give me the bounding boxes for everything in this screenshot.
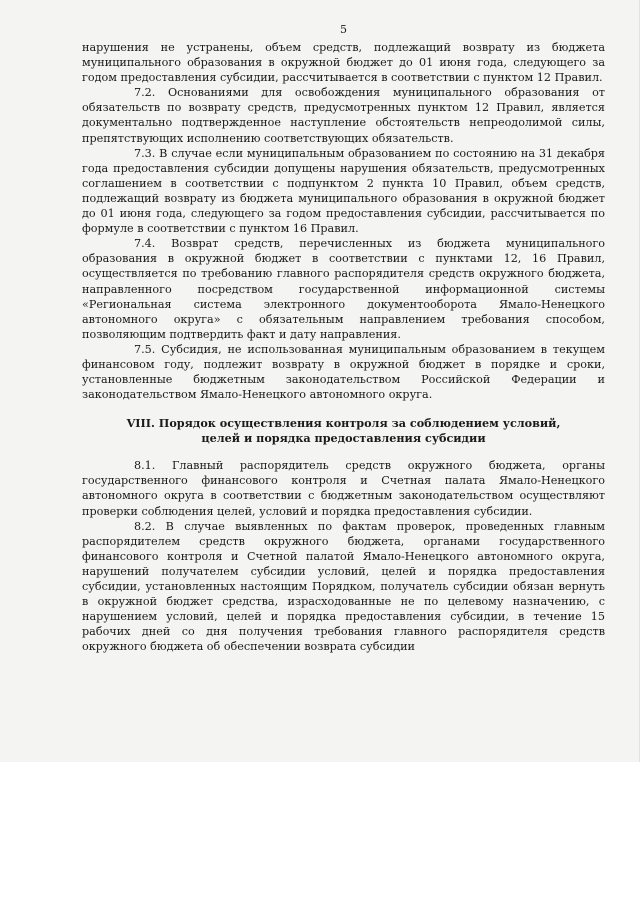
page-content [82, 0, 605, 654]
section-heading [82, 416, 605, 446]
paragraph-7-2: 7.2. Основаниями для освобождения муниципального образования от обязательств по возврату средств, предусмотренных пунктом 12 Правил, является документально подтвержденное наступление обстоятельств непреодолимой силы, препятствующих исполнению соответствующих обязательств. [82, 86, 605, 145]
paragraph-7-5: 7.5. Субсидия, не использованная муниципальным образованием в текущем финансовом году, подлежит возврату в окружной бюджет в порядке и сроки, установленные бюджетным законодательством Российской Федерации и законодательством Ямало-Ненецкого автономного округа. [82, 342, 605, 402]
paragraph-8-2: 8.2. В случае выявленных по фактам проверок, проведенных главным распорядителем средств окружного бюджета, органами государственного финансового контроля и Счетной палатой Ямало-Ненецкого автономного округа, нарушений получателем субсидии условий, целей и порядка предоставления субсидии, установленных настоящим Порядком, получатель субсидии обязан вернуть в окружной бюджет средства, израсходованные не по целевому назначению, с нарушением условий, целей и порядка предоставления субсидии, в течение 15 рабочих дней со дня получения требования главного распорядителя средств окружного бюджета об обеспечении возврата субсидии [82, 519, 605, 654]
paragraphs-top [82, 40, 605, 402]
paragraph-continuation: нарушения не устранены, объем средств, подлежащий возврату из бюджета муниципального образования в окружной бюджет до 01 июня года, следующего за годом предоставления субсидии, рассчитывается в соответствии с пунктом 12 Правил. [82, 41, 605, 85]
paragraph-8-1: 8.1. Главный распорядитель средств окружного бюджета, органы государственного финансового контроля и Счетная палата Ямало-Ненецкого автономного округа в соответствии с бюджетным законодательством осуществляют проверки соблюдения целей, условий и порядка предоставления субсидии. [82, 459, 605, 518]
section-heading-line-2: целей и порядка предоставления субсидии [201, 431, 486, 446]
paragraph-7-3: 7.3. В случае если муниципальным образованием по состоянию на 31 декабря года предоставления субсидии допущены нарушения обязательств, предусмотренных соглашением в соответствии с подпунктом 2 пункта 10 Правил, объем средств, подлежащий возврату из бюджета муниципального образования в окружной бюджет до 01 июня года, следующего за годом предоставления субсидии, рассчитывается по формуле в соответствии с пунктом 16 Правил. [82, 146, 605, 236]
paragraph-7-4: 7.4. Возврат средств, перечисленных из бюджета муниципального образования в окружной бюджет в соответствии с пунктами 12, 16 Правил, осуществляется по требованию главного распорядителя средств окружного бюджета, направленного посредством государственной информационной системы «Региональная система электронного документооборота Ямало-Ненецкого автономного округа» с обязательным направлением требования способом, позволяющим подтвердить факт и дату направления. [82, 237, 605, 341]
paragraphs-bottom [82, 458, 605, 654]
section-heading-line-1: VIII. Порядок осуществления контроля за соблюдением условий, [126, 416, 561, 431]
page-number: 5 [340, 23, 347, 36]
blank-area [0, 762, 640, 905]
